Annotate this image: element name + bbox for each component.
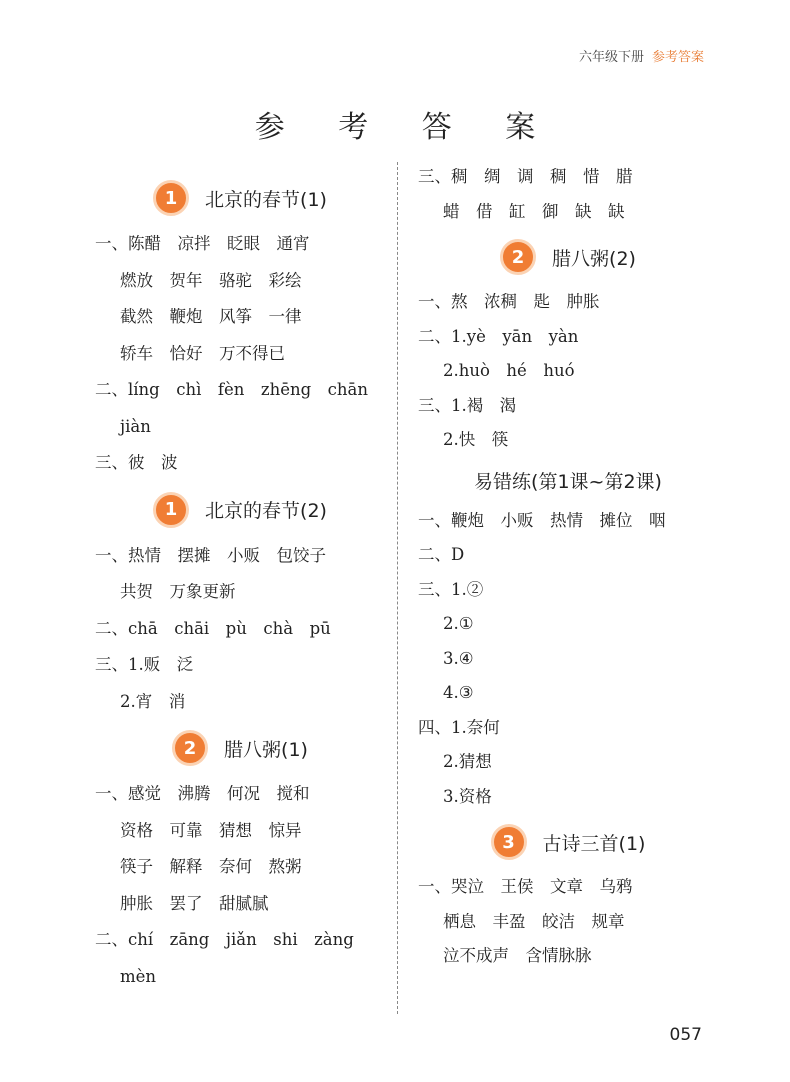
answer-line: 截然 鞭炮 风筝 一律 (120, 307, 302, 326)
answer-line: 一、陈醋 凉拌 眨眼 通宵 (95, 234, 310, 253)
section-title: 古诗三首(1) (542, 832, 646, 855)
answer-line: 一、感觉 沸腾 何况 搅和 (95, 784, 310, 803)
answer-line: 泣不成声 含情脉脉 (443, 946, 592, 965)
answer-line: 2.猜想 (443, 752, 492, 771)
left-column (95, 170, 385, 995)
answer-line: 三、1.褐 渴 (418, 395, 517, 415)
section-title: 易错练(第1课~第2课) (474, 471, 662, 493)
answer-line: 二、1.yè yān yàn (418, 326, 579, 346)
section-heading (418, 229, 718, 285)
section-heading (95, 482, 385, 538)
answer-line: 栖息 丰盈 皎洁 规章 (443, 911, 625, 931)
page-number: 057 (669, 1025, 702, 1045)
column-divider (397, 162, 398, 1014)
lesson-number-badge: 2 (500, 239, 536, 275)
answer-line: 三、1.贩 泛 (95, 655, 194, 674)
section-heading (95, 720, 385, 776)
lesson-number-badge: 1 (153, 180, 189, 216)
running-header (579, 46, 704, 65)
section-title: 北京的春节(2) (205, 500, 327, 522)
answer-line: 肿胀 罢了 甜腻腻 (120, 893, 269, 913)
answer-line: 3.④ (443, 648, 474, 668)
answer-line: 二、D (418, 545, 465, 564)
answer-line: 一、鞭炮 小贩 热情 摊位 咽 (418, 510, 666, 530)
answer-line: 共贺 万象更新 (120, 582, 236, 601)
answer-line: 四、1.奈何 (418, 717, 500, 737)
answer-line: 三、1.② (418, 579, 484, 599)
answer-line: 三、稠 绸 调 稠 惜 腊 (418, 167, 633, 186)
answer-line: 2.huò hé huó (443, 361, 575, 380)
answer-line: 4.③ (443, 683, 474, 702)
right-column (418, 160, 718, 974)
section-heading (418, 814, 718, 870)
section-heading (418, 458, 718, 504)
section-title: 腊八粥(1) (224, 738, 308, 761)
answer-line: 轿车 恰好 万不得已 (120, 343, 285, 363)
answer-line: 2.快 筷 (443, 430, 509, 449)
answer-line: 二、líng chì fèn zhēng chān (95, 380, 368, 399)
answer-line: 二、chā chāi pù chà pū (95, 618, 331, 638)
answer-line: 筷子 解释 奈何 熬粥 (120, 857, 302, 876)
header-section: 参考答案 (651, 50, 704, 65)
page-title: 参 考 答 案 (254, 110, 558, 145)
answer-line: 蜡 借 缸 御 缺 缺 (443, 201, 625, 221)
answer-line: 2.① (443, 614, 474, 633)
section-title: 北京的春节(1) (205, 188, 327, 211)
lesson-number-badge: 1 (153, 492, 189, 528)
answer-line: 2.宵 消 (120, 691, 186, 711)
answer-line: 一、熬 浓稠 匙 肿胀 (418, 292, 600, 311)
answer-line: 3.资格 (443, 786, 492, 806)
lesson-number-badge: 2 (172, 730, 208, 766)
section-title: 腊八粥(2) (552, 247, 636, 270)
answer-line: mèn (120, 966, 157, 986)
header-book: 六年级下册 (578, 50, 644, 65)
answer-line: 燃放 贺年 骆驼 彩绘 (120, 270, 302, 290)
answer-line: 资格 可靠 猜想 惊异 (120, 820, 302, 840)
answer-line: 二、chí zāng jiǎn shi zàng (95, 930, 354, 949)
section-heading (95, 170, 385, 226)
lesson-number-badge: 3 (491, 824, 527, 860)
answer-line: 一、热情 摆摊 小贩 包饺子 (95, 545, 326, 565)
answer-line: 一、哭泣 王侯 文章 乌鸦 (418, 877, 633, 896)
answer-line: jiàn (120, 416, 151, 436)
answer-line: 三、彼 波 (95, 453, 178, 472)
